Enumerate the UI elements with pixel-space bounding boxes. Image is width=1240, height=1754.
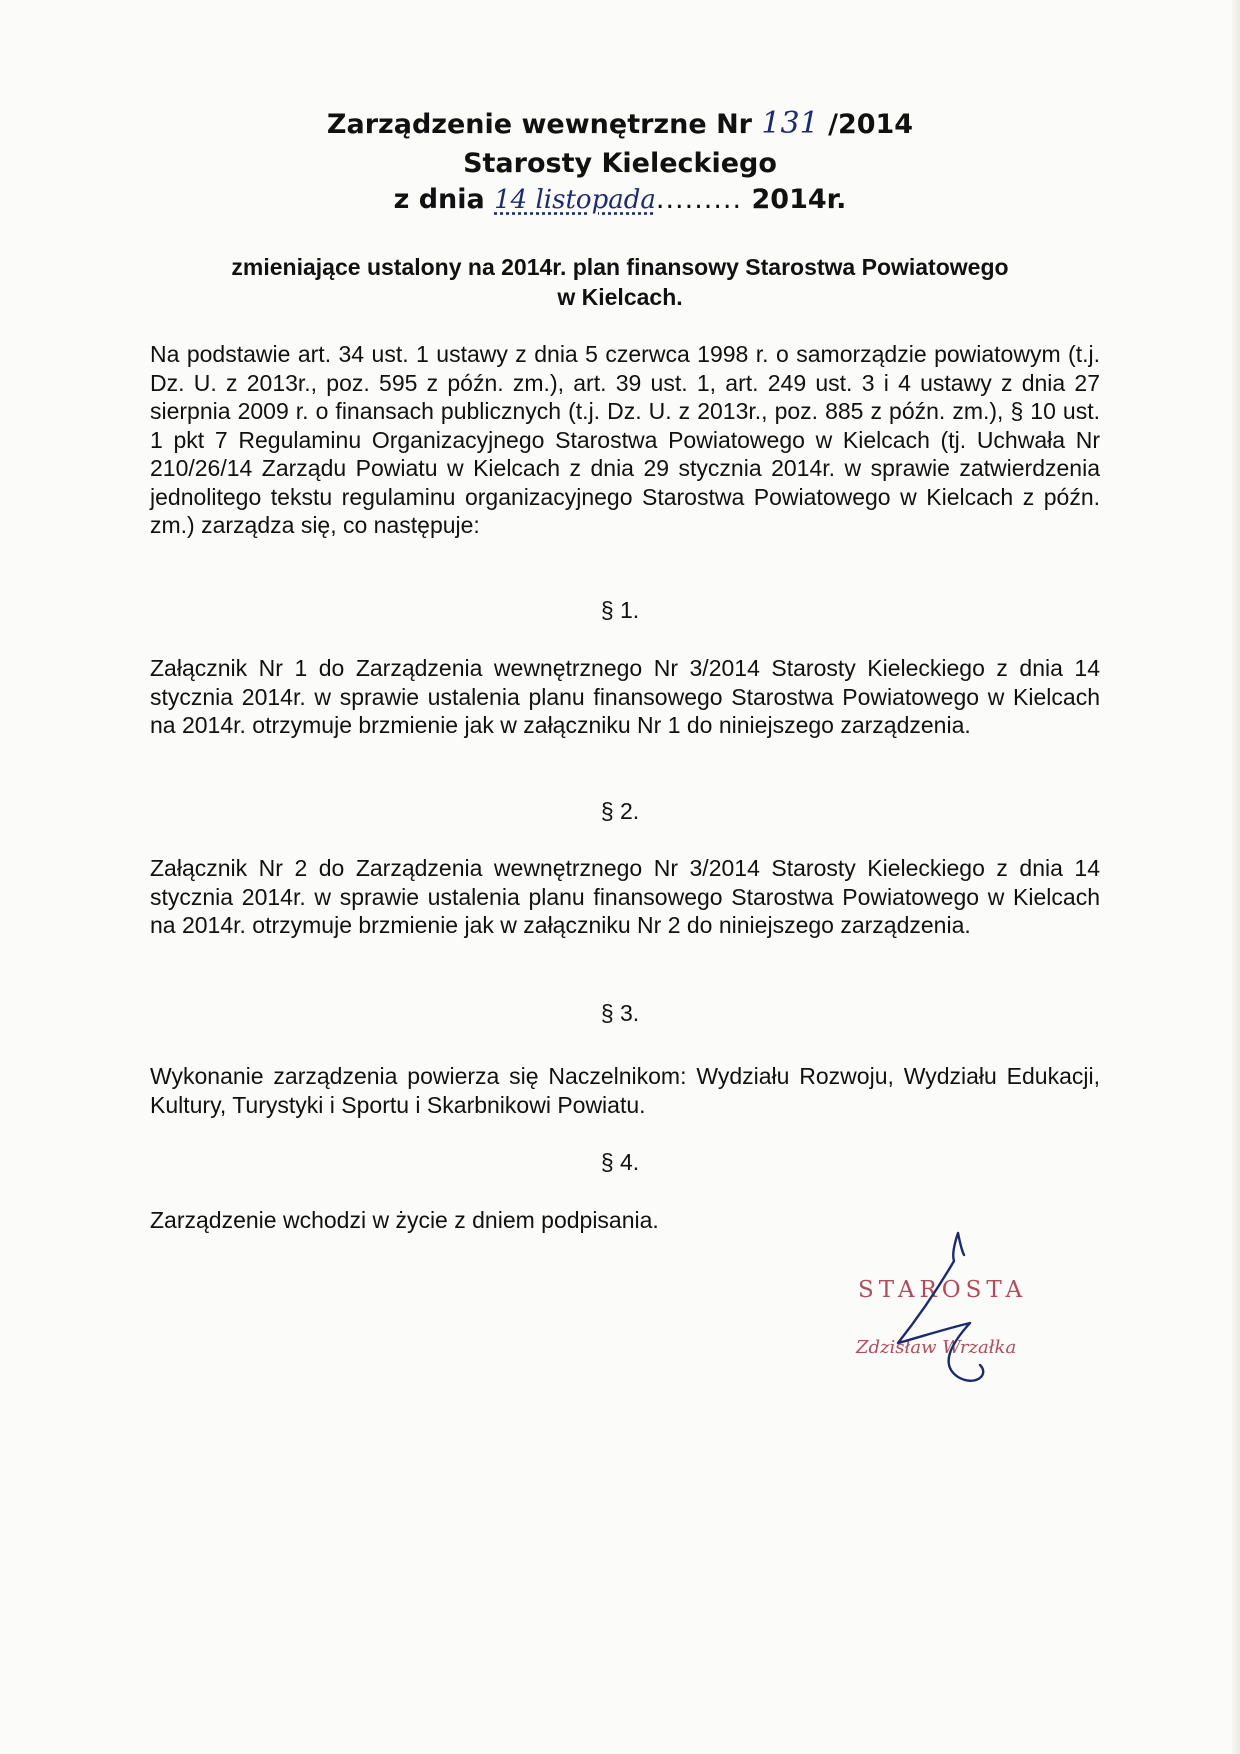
scan-edge-shadow: [1232, 0, 1240, 1754]
subject-line-2: w Kielcach.: [557, 284, 683, 310]
handwritten-order-number: 131: [761, 106, 819, 141]
official-stamp: [840, 1225, 1040, 1395]
handwritten-signature: [840, 1225, 1040, 1395]
order-date-line: [0, 184, 1240, 215]
section-4-heading: § 4.: [600, 1149, 640, 1175]
legal-basis-paragraph: Na podstawie art. 34 ust. 1 ustawy z dnia 5 czerwca 1998 r. o samorządzie powiatowym (t.j. Dz. U. z 2013r., poz. 595 z późn. zm.), art. 39 ust. 1, art. 249 ust. 3 i 4 ustawy z dnia 27 sierpnia 2009 r. o finansach publicznych (t.j. Dz. U. z 2013r., poz. 885 z późn. zm.), § 10 ust. 1 pkt 7 Regulaminu Organizacyjnego Starostwa Powiatowego w Kielcach (tj. Uchwała Nr 210/26/14 Zarządu Powiatu w Kielcach z dnia 29 stycznia 2014r. w sprawie zatwierdzenia jednolitego tekstu regulaminu organizacyjnego Starostwa Powiatowego w Kielcach z późn. zm.) zarządza się, co następuje:: [150, 341, 1100, 538]
section-1-text: Załącznik Nr 1 do Zarządzenia wewnętrznego Nr 3/2014 Starosty Kieleckiego z dnia 14 stycznia 2014r. w sprawie ustalenia planu finansowego Starostwa Powiatowego w Kielcach na 2014r. otrzymuje brzmienie jak w załączniku Nr 1 do niniejszego zarządzenia.: [150, 655, 1100, 738]
order-subject: [0, 252, 1240, 312]
date-prefix: z dnia: [393, 184, 485, 215]
section-2-text: Załącznik Nr 2 do Zarządzenia wewnętrznego Nr 3/2014 Starosty Kieleckiego z dnia 14 stycznia 2014r. w sprawie ustalenia planu finansowego Starostwa Powiatowego w Kielcach na 2014r. otrzymuje brzmienie jak w załączniku Nr 2 do niniejszego zarządzenia.: [150, 855, 1100, 938]
date-year: 2014r.: [751, 184, 847, 215]
stamp-name: Zdzisław Wrzałka: [856, 1337, 1017, 1358]
subject-line-1: zmieniające ustalony na 2014r. plan finansowy Starostwa Powiatowego: [231, 254, 1009, 280]
section-1-heading: § 1.: [600, 597, 640, 623]
section-3-text: Wykonanie zarządzenia powierza się Naczelnikom: Wydziału Rozwoju, Wydziału Edukacji, Kultury, Turystyki i Sportu i Skarbnikowi Powiatu.: [150, 1063, 1100, 1118]
order-title-prefix: Zarządzenie wewnętrzne Nr: [326, 109, 752, 140]
order-title: [0, 106, 1240, 141]
section-3-heading: § 3.: [600, 1000, 640, 1026]
date-dots: .........: [655, 184, 743, 215]
order-title-year: /2014: [828, 109, 914, 140]
section-4-text: Zarządzenie wchodzi w życie z dniem podpisania.: [150, 1207, 659, 1233]
stamp-title: STAROSTA: [858, 1277, 1028, 1303]
handwritten-date: 14 listopada: [494, 185, 656, 215]
issuer-line: Starosty Kieleckiego: [463, 148, 777, 179]
section-2-heading: § 2.: [600, 798, 640, 824]
